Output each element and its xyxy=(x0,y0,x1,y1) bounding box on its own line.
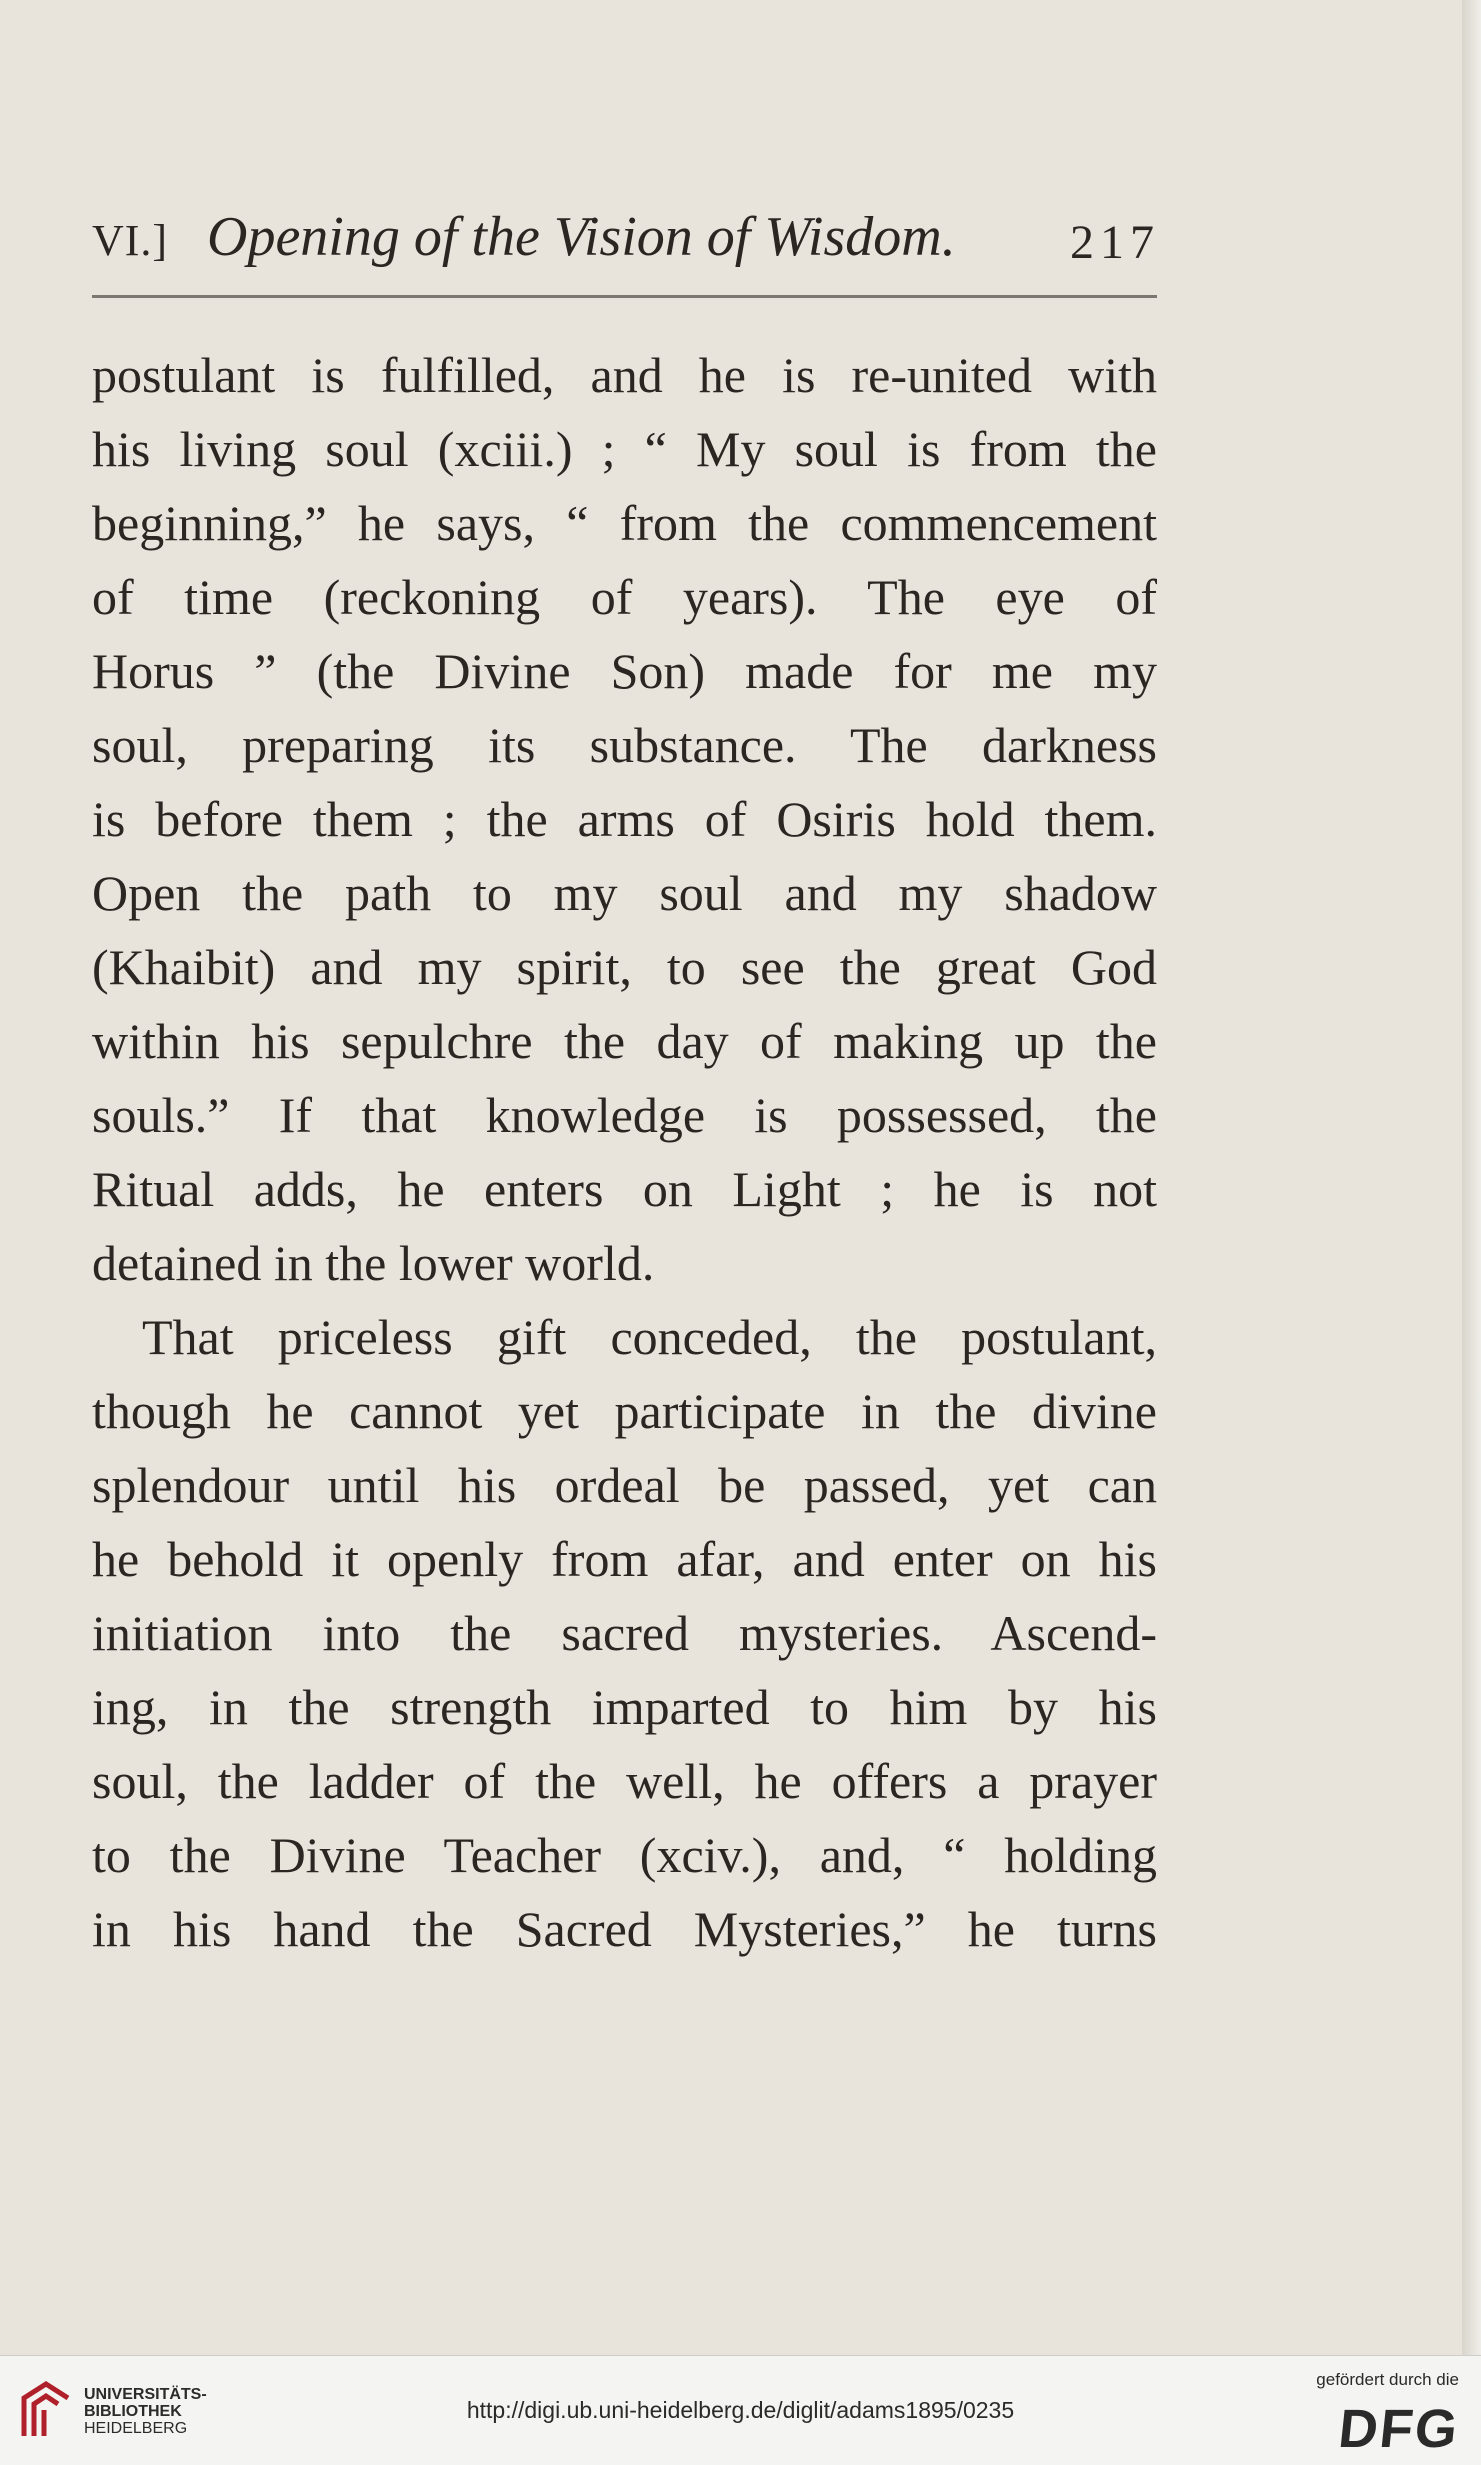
text-line: initiation into the sacred mysteries. Ascend- xyxy=(92,1605,1157,1661)
text-line: soul, preparing its substance. The darkness xyxy=(92,717,1157,773)
text-line: (Khaibit) and my spirit, to see the great God xyxy=(92,939,1157,995)
paragraph xyxy=(92,338,1157,1300)
text-line: though he cannot yet participate in the divine xyxy=(92,1383,1157,1439)
text-line: splendour until his ordeal be passed, yet can xyxy=(92,1457,1157,1513)
text-line: souls.” If that knowledge is possessed, the xyxy=(92,1087,1157,1143)
text-line: soul, the ladder of the well, he offers a prayer xyxy=(92,1753,1157,1809)
page-number: 217 xyxy=(1070,216,1160,269)
page-edge xyxy=(1462,0,1481,2355)
running-title: Opening of the Vision of Wisdom. xyxy=(207,206,956,268)
dfg-logo: DFG xyxy=(1335,2399,1463,2459)
body-text xyxy=(92,338,1157,1966)
text-line: postulant is fulfilled, and he is re-united with xyxy=(92,347,1157,403)
funder-label: gefördert durch die xyxy=(1316,2370,1459,2389)
text-line: detained in the lower world. xyxy=(92,1235,655,1291)
chapter-number: VI.] xyxy=(92,216,169,265)
text-line: of time (reckoning of years). The eye of xyxy=(92,569,1157,625)
text-line: Horus ” (the Divine Son) made for me my xyxy=(92,643,1157,699)
text-line: in his hand the Sacred Mysteries,” he turns xyxy=(92,1901,1157,1957)
library-name-line: HEIDELBERG xyxy=(84,2420,188,2437)
text-line: beginning,” he says, “ from the commencement xyxy=(92,495,1157,551)
page-header xyxy=(92,205,1160,285)
text-line: That priceless gift conceded, the postulant, xyxy=(142,1309,1157,1365)
text-line: ing, in the strength imparted to him by his xyxy=(92,1679,1157,1735)
text-line: Ritual adds, he enters on Light ; he is not xyxy=(92,1161,1157,1217)
library-name-line: BIBLIOTHEK xyxy=(84,2403,182,2420)
library-name-line: UNIVERSITÄTS- xyxy=(84,2386,207,2403)
text-line: Open the path to my soul and my shadow xyxy=(92,865,1157,921)
footer-bar xyxy=(0,2355,1481,2465)
text-line: is before them ; the arms of Osiris hold them. xyxy=(92,791,1157,847)
paragraph xyxy=(92,1300,1157,1966)
text-line: he behold it openly from afar, and enter on his xyxy=(92,1531,1157,1587)
text-line: to the Divine Teacher (xciv.), and, “ holding xyxy=(92,1827,1157,1883)
header-rule xyxy=(92,295,1157,298)
source-url-link[interactable]: http://digi.ub.uni-heidelberg.de/diglit/adams1895/0235 xyxy=(466,2397,1015,2423)
text-line: within his sepulchre the day of making up the xyxy=(92,1013,1157,1069)
text-line: his living soul (xciii.) ; “ My soul is from the xyxy=(92,421,1157,477)
